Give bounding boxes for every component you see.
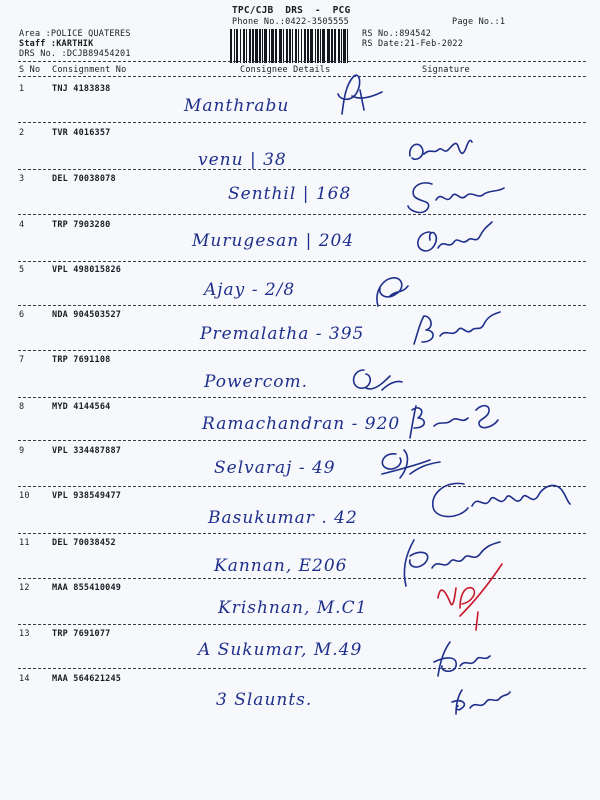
row-consignee: Ajay - 2/8 bbox=[204, 280, 296, 300]
np-annotation-icon bbox=[420, 558, 510, 634]
row-consignment: TRP 7691108 bbox=[52, 355, 111, 365]
row-consignment: DEL 70038452 bbox=[52, 538, 116, 548]
staff-label: Staff :KARTHIK bbox=[19, 39, 94, 49]
row-consignee: Senthil | 168 bbox=[228, 184, 352, 204]
area-label: Area :POLICE QUATERES bbox=[19, 29, 131, 39]
signature-row-10 bbox=[424, 474, 574, 524]
row-consignee: Selvaraj - 49 bbox=[214, 458, 336, 478]
row-sno: 13 bbox=[19, 629, 30, 639]
sheet-title: TPC/CJB DRS - PCG bbox=[232, 5, 351, 16]
column-details: Consignee Details bbox=[240, 65, 331, 75]
row-consignment: VPL 498015826 bbox=[52, 265, 122, 275]
column-sno: S No bbox=[19, 65, 41, 75]
signature-row-1 bbox=[330, 70, 390, 120]
row-sno: 3 bbox=[19, 174, 25, 184]
row-sno: 6 bbox=[19, 310, 25, 320]
row-sno: 14 bbox=[19, 674, 30, 684]
row-consignee: 3 Slaunts. bbox=[216, 690, 313, 710]
barcode-icon bbox=[228, 29, 350, 63]
phone-number: Phone No.:0422-3505555 bbox=[232, 17, 349, 27]
row-sno: 1 bbox=[19, 84, 25, 94]
divider bbox=[18, 61, 586, 62]
row-sno: 8 bbox=[19, 402, 25, 412]
column-signature: Signature bbox=[422, 65, 470, 75]
row-consignment: VPL 938549477 bbox=[52, 491, 122, 501]
row-consignment: MAA 855410049 bbox=[52, 583, 122, 593]
row-consignment: VPL 334487887 bbox=[52, 446, 122, 456]
row-consignee: Murugesan | 204 bbox=[192, 231, 355, 251]
divider bbox=[18, 122, 586, 123]
row-consignment: DEL 70038078 bbox=[52, 174, 116, 184]
row-sno: 10 bbox=[19, 491, 30, 501]
signature-row-7 bbox=[344, 362, 408, 396]
row-consignment: TVR 4016357 bbox=[52, 128, 111, 138]
row-sno: 11 bbox=[19, 538, 30, 548]
signature-row-13 bbox=[428, 636, 498, 680]
row-consignee: Basukumar . 42 bbox=[208, 508, 358, 528]
signature-row-6 bbox=[410, 308, 506, 352]
row-consignee: venu | 38 bbox=[198, 150, 287, 170]
row-consignment: MYD 4144564 bbox=[52, 402, 111, 412]
page-number: Page No.:1 bbox=[452, 17, 506, 27]
row-consignment: TNJ 4183838 bbox=[52, 84, 111, 94]
row-consignment: NDA 904503527 bbox=[52, 310, 122, 320]
drs-number: DRS No. :DCJB89454201 bbox=[19, 49, 131, 59]
signature-row-2 bbox=[404, 132, 476, 166]
divider bbox=[18, 440, 586, 441]
signature-row-5 bbox=[368, 270, 412, 312]
divider bbox=[18, 668, 586, 669]
row-sno: 7 bbox=[19, 355, 25, 365]
row-consignee: A Sukumar, M.49 bbox=[198, 640, 363, 660]
row-consignee: Premalatha - 395 bbox=[200, 324, 365, 344]
row-consignee: Krishnan, M.C1 bbox=[218, 598, 368, 618]
row-consignee: Kannan, E206 bbox=[214, 556, 348, 576]
row-sno: 2 bbox=[19, 128, 25, 138]
rs-date: RS Date:21-Feb-2022 bbox=[362, 39, 464, 49]
divider bbox=[18, 305, 586, 306]
row-sno: 5 bbox=[19, 265, 25, 275]
divider bbox=[18, 76, 586, 77]
divider bbox=[18, 169, 586, 170]
signature-row-4 bbox=[410, 218, 496, 262]
row-consignment: MAA 564621245 bbox=[52, 674, 122, 684]
row-sno: 4 bbox=[19, 220, 25, 230]
signature-row-3 bbox=[402, 176, 508, 220]
signature-row-14 bbox=[444, 684, 514, 718]
signature-row-8 bbox=[404, 396, 504, 440]
rs-number: RS No.:894542 bbox=[362, 29, 432, 39]
row-consignee: Ramachandran - 920 bbox=[202, 414, 401, 434]
row-consignee: Manthrabu bbox=[184, 96, 290, 116]
column-consignment: Consignment No bbox=[52, 65, 127, 75]
row-sno: 12 bbox=[19, 583, 30, 593]
row-sno: 9 bbox=[19, 446, 25, 456]
divider bbox=[18, 261, 586, 262]
row-consignee: Powercom. bbox=[204, 372, 309, 392]
row-consignment: TRP 7903280 bbox=[52, 220, 111, 230]
row-consignment: TRP 7691077 bbox=[52, 629, 111, 639]
